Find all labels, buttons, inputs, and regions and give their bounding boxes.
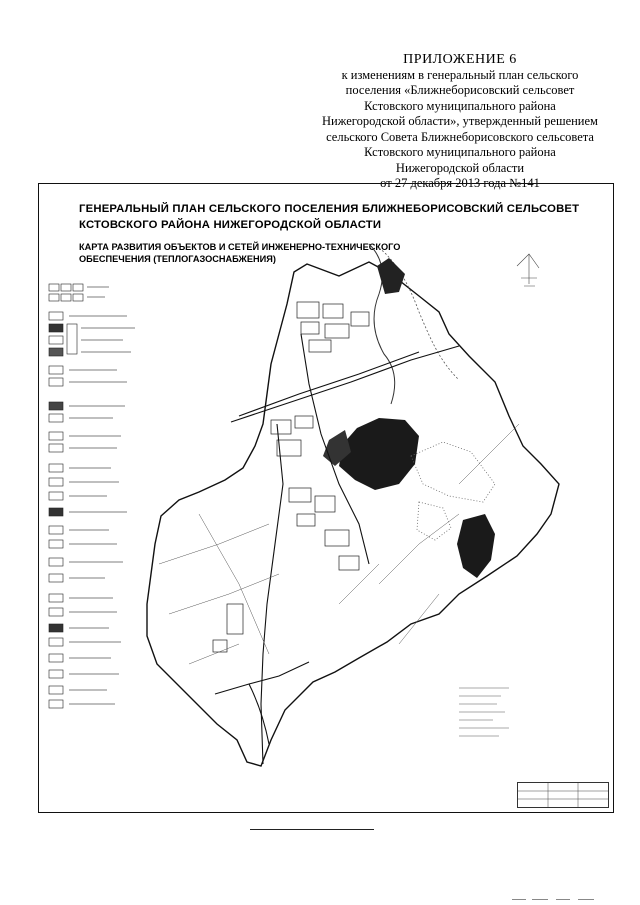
footer-mark [532, 899, 548, 900]
appendix-line: Нижегородской области [395, 160, 525, 175]
appendix-header [300, 52, 620, 192]
settlement-boundary [147, 262, 559, 766]
forest-area [457, 514, 495, 578]
map-title-line: ГЕНЕРАЛЬНЫЙ ПЛАН СЕЛЬСКОГО ПОСЕЛЕНИЯ БЛИЖНЕБОРИСОВСКИЙ СЕЛЬСОВЕТ [79, 203, 580, 215]
map-subtitle-line: КАРТА РАЗВИТИЯ ОБЪЕКТОВ И СЕТЕЙ ИНЖЕНЕРНО-ТЕХНИЧЕСКОГО [79, 242, 401, 252]
appendix-line: от 27 декабря 2013 года №141 [380, 176, 540, 190]
settlement-map [39, 184, 613, 812]
map-title-line: КСТОВСКОГО РАЙОНА НИЖЕГОРОДСКОЙ ОБЛАСТИ [79, 219, 382, 231]
map-subtitle-line: ОБЕСПЕЧЕНИЯ (ТЕПЛОГАЗОСНАБЖЕНИЯ) [79, 254, 276, 264]
appendix-line: Нижегородской области», утвержденный решением [322, 114, 598, 128]
appendix-line: Кстовского муниципального района [364, 98, 556, 113]
footer-mark [512, 899, 526, 900]
appendix-line: сельского Совета Ближнеборисовского сельсовета [326, 129, 594, 144]
footer-mark [578, 899, 594, 900]
appendix-line: к изменениям в генеральный план сельского [341, 67, 579, 82]
appendix-line: Кстовского муниципального района [364, 145, 556, 159]
forest-area [339, 418, 419, 490]
footer-mark [556, 899, 570, 900]
appendix-line: поселения «Ближнеборисовский сельсовет [345, 83, 575, 97]
map-sheet [38, 183, 614, 813]
footer-rule [250, 829, 374, 830]
appendix-title: ПРИЛОЖЕНИЕ 6 [403, 52, 517, 67]
title-block-stamp [517, 782, 609, 808]
